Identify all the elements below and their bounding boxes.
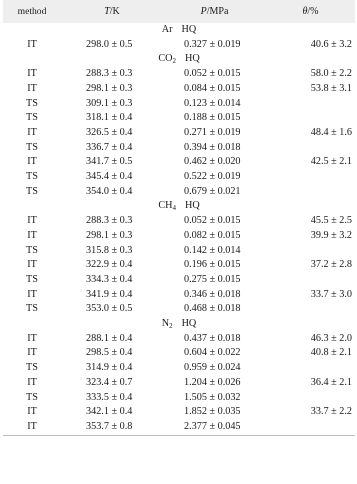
table-row	[3, 170, 355, 185]
pressure-cell: 0.468 ± 0.018	[184, 303, 241, 315]
temperature-cell: 298.1 ± 0.3	[86, 82, 133, 94]
header-row	[3, 0, 355, 23]
group-hydrate: HQ	[184, 53, 200, 65]
occupancy-cell: 37.2 ± 2.8	[310, 259, 352, 271]
pressure-cell: 0.271 ± 0.019	[184, 126, 241, 138]
occupancy-cell	[266, 185, 355, 200]
temperature-cell: 298.5 ± 0.4	[86, 347, 133, 359]
occupancy-cell	[266, 420, 355, 435]
table-row	[3, 229, 355, 244]
table-row	[3, 38, 355, 53]
pressure-cell: 0.188 ± 0.015	[184, 112, 241, 124]
table-row	[3, 141, 355, 156]
pressure-cell: 0.082 ± 0.015	[184, 229, 241, 241]
pressure-cell: 0.346 ± 0.018	[184, 288, 241, 300]
temperature-cell: 333.5 ± 0.4	[86, 391, 133, 403]
occupancy-cell: 58.0 ± 2.2	[310, 68, 352, 80]
table-row	[3, 126, 355, 141]
method-cell: IT	[27, 332, 37, 344]
occupancy-cell	[266, 111, 355, 126]
group-hydrate: HQ	[181, 24, 197, 35]
table-row	[3, 332, 355, 347]
group-gas: CH	[158, 200, 173, 212]
group-label	[3, 199, 355, 214]
group-label	[3, 23, 355, 38]
pressure-cell: 0.123 ± 0.014	[184, 97, 241, 109]
group-header-row	[3, 317, 355, 332]
pressure-cell: 1.204 ± 0.026	[184, 376, 241, 388]
method-cell: TS	[26, 97, 38, 109]
data-table	[3, 0, 355, 436]
header-pressure-symbol: P	[200, 6, 207, 17]
table-body	[3, 23, 355, 435]
method-cell: TS	[26, 185, 38, 197]
temperature-cell: 309.1 ± 0.3	[86, 97, 133, 109]
temperature-cell: 334.3 ± 0.4	[86, 273, 133, 285]
method-cell: IT	[27, 288, 37, 300]
table-row	[3, 111, 355, 126]
pressure-cell: 0.437 ± 0.018	[184, 332, 241, 344]
temperature-cell: 336.7 ± 0.4	[86, 141, 133, 153]
header-pressure	[163, 0, 266, 23]
pressure-cell: 0.084 ± 0.015	[184, 82, 241, 94]
pressure-cell: 0.394 ± 0.018	[184, 141, 241, 153]
occupancy-cell	[266, 273, 355, 288]
occupancy-cell: 48.4 ± 1.6	[310, 126, 352, 138]
temperature-cell: 353.0 ± 0.5	[86, 303, 133, 315]
header-method	[3, 0, 61, 23]
method-cell: IT	[27, 68, 37, 80]
method-cell: IT	[3, 420, 61, 435]
table-row	[3, 67, 355, 82]
header-temperature	[61, 0, 163, 23]
method-cell: TS	[26, 171, 38, 183]
group-hydrate: HQ	[184, 200, 200, 212]
method-cell: IT	[27, 82, 37, 94]
pressure-cell: 0.196 ± 0.015	[184, 259, 241, 271]
method-cell: TS	[26, 141, 38, 153]
temperature-cell: 323.4 ± 0.7	[86, 376, 133, 388]
pressure-cell: 1.852 ± 0.035	[184, 406, 241, 418]
table-row	[3, 214, 355, 229]
method-cell: IT	[27, 38, 37, 50]
group-gas: CO	[158, 53, 173, 65]
pressure-cell: 0.052 ± 0.015	[184, 68, 241, 80]
group-label	[3, 52, 355, 67]
temperature-cell: 288.3 ± 0.3	[86, 215, 133, 227]
occupancy-cell	[266, 170, 355, 185]
temperature-cell: 341.9 ± 0.4	[86, 288, 133, 300]
temperature-cell: 326.5 ± 0.4	[86, 126, 133, 138]
table-row	[3, 97, 355, 112]
table-row	[3, 302, 355, 317]
group-gas-subscript: 2	[172, 57, 176, 66]
table-row	[3, 155, 355, 170]
group-gas: N	[161, 318, 170, 330]
occupancy-cell	[266, 391, 355, 406]
temperature-cell: 288.3 ± 0.3	[86, 68, 133, 80]
pressure-cell: 1.505 ± 0.032	[184, 391, 241, 403]
temperature-cell: 318.1 ± 0.4	[86, 112, 133, 124]
table-row	[3, 391, 355, 406]
method-cell: IT	[27, 406, 37, 418]
pressure-cell: 0.142 ± 0.014	[184, 244, 241, 256]
pressure-cell: 0.604 ± 0.022	[184, 347, 241, 359]
table-row	[3, 82, 355, 97]
occupancy-cell: 42.5 ± 2.1	[310, 156, 352, 168]
occupancy-cell: 39.9 ± 3.2	[310, 229, 352, 241]
method-cell: TS	[26, 303, 38, 315]
temperature-cell: 315.8 ± 0.3	[86, 244, 133, 256]
header-occupancy-unit: /%	[307, 6, 319, 17]
group-hydrate: HQ	[181, 318, 197, 330]
table-row	[3, 346, 355, 361]
pressure-cell: 0.462 ± 0.020	[184, 156, 241, 168]
occupancy-cell	[266, 141, 355, 156]
temperature-cell: 341.7 ± 0.5	[86, 156, 133, 168]
method-cell: TS	[26, 362, 38, 374]
pressure-cell: 0.679 ± 0.021	[184, 185, 241, 197]
header-occupancy-symbol: θ	[302, 6, 308, 17]
temperature-cell: 314.9 ± 0.4	[86, 362, 133, 374]
method-cell: IT	[27, 376, 37, 388]
group-gas-subscript: 2	[169, 322, 173, 331]
table-row	[3, 405, 355, 420]
occupancy-cell: 53.8 ± 3.1	[310, 82, 352, 94]
pressure-cell: 2.377 ± 0.045	[163, 420, 266, 435]
occupancy-cell: 40.8 ± 2.1	[310, 347, 352, 359]
temperature-cell: 298.1 ± 0.3	[86, 229, 133, 241]
table-header	[3, 0, 355, 23]
header-occupancy	[266, 0, 355, 23]
header-pressure-unit: /MPa	[206, 6, 229, 17]
temperature-cell: 354.0 ± 0.4	[86, 185, 133, 197]
method-cell: TS	[26, 273, 38, 285]
group-gas: Ar	[161, 24, 173, 35]
method-cell: IT	[27, 215, 37, 227]
temperature-cell: 298.0 ± 0.5	[86, 38, 133, 50]
table-row	[3, 273, 355, 288]
table-row	[3, 420, 355, 435]
group-header-row	[3, 23, 355, 38]
table-row	[3, 244, 355, 259]
method-cell: TS	[26, 112, 38, 124]
pressure-cell: 0.959 ± 0.024	[184, 362, 241, 374]
occupancy-cell	[266, 244, 355, 259]
temperature-cell: 288.1 ± 0.4	[86, 332, 133, 344]
group-gas-subscript: 4	[172, 204, 176, 213]
method-cell: IT	[27, 126, 37, 138]
temperature-cell: 322.9 ± 0.4	[86, 259, 133, 271]
temperature-cell: 353.7 ± 0.8	[61, 420, 163, 435]
occupancy-cell: 45.5 ± 2.5	[310, 215, 352, 227]
table-row	[3, 288, 355, 303]
method-cell: TS	[26, 244, 38, 256]
pressure-cell: 0.327 ± 0.019	[184, 38, 241, 50]
method-cell: IT	[27, 229, 37, 241]
temperature-cell: 342.1 ± 0.4	[86, 406, 133, 418]
occupancy-cell	[266, 97, 355, 112]
occupancy-cell: 46.3 ± 2.0	[310, 332, 352, 344]
method-cell: IT	[27, 156, 37, 168]
header-method-label: method	[17, 6, 47, 17]
occupancy-cell: 40.6 ± 3.2	[310, 38, 352, 50]
temperature-cell: 345.4 ± 0.4	[86, 171, 133, 183]
table-row	[3, 185, 355, 200]
pressure-cell: 0.522 ± 0.019	[184, 171, 241, 183]
occupancy-cell: 33.7 ± 2.2	[310, 406, 352, 418]
table-row	[3, 258, 355, 273]
method-cell: TS	[26, 391, 38, 403]
header-temperature-unit: /K	[109, 6, 120, 17]
occupancy-cell: 36.4 ± 2.1	[310, 376, 352, 388]
header-temperature-symbol: T	[104, 6, 110, 17]
occupancy-cell	[266, 361, 355, 376]
group-header-row	[3, 199, 355, 214]
method-cell: IT	[27, 259, 37, 271]
occupancy-cell	[266, 302, 355, 317]
pressure-cell: 0.052 ± 0.015	[184, 215, 241, 227]
table-row	[3, 361, 355, 376]
table-row	[3, 376, 355, 391]
group-label	[3, 317, 355, 332]
group-header-row	[3, 52, 355, 67]
occupancy-cell: 33.7 ± 3.0	[310, 288, 352, 300]
method-cell: IT	[27, 347, 37, 359]
pressure-cell: 0.275 ± 0.015	[184, 273, 241, 285]
